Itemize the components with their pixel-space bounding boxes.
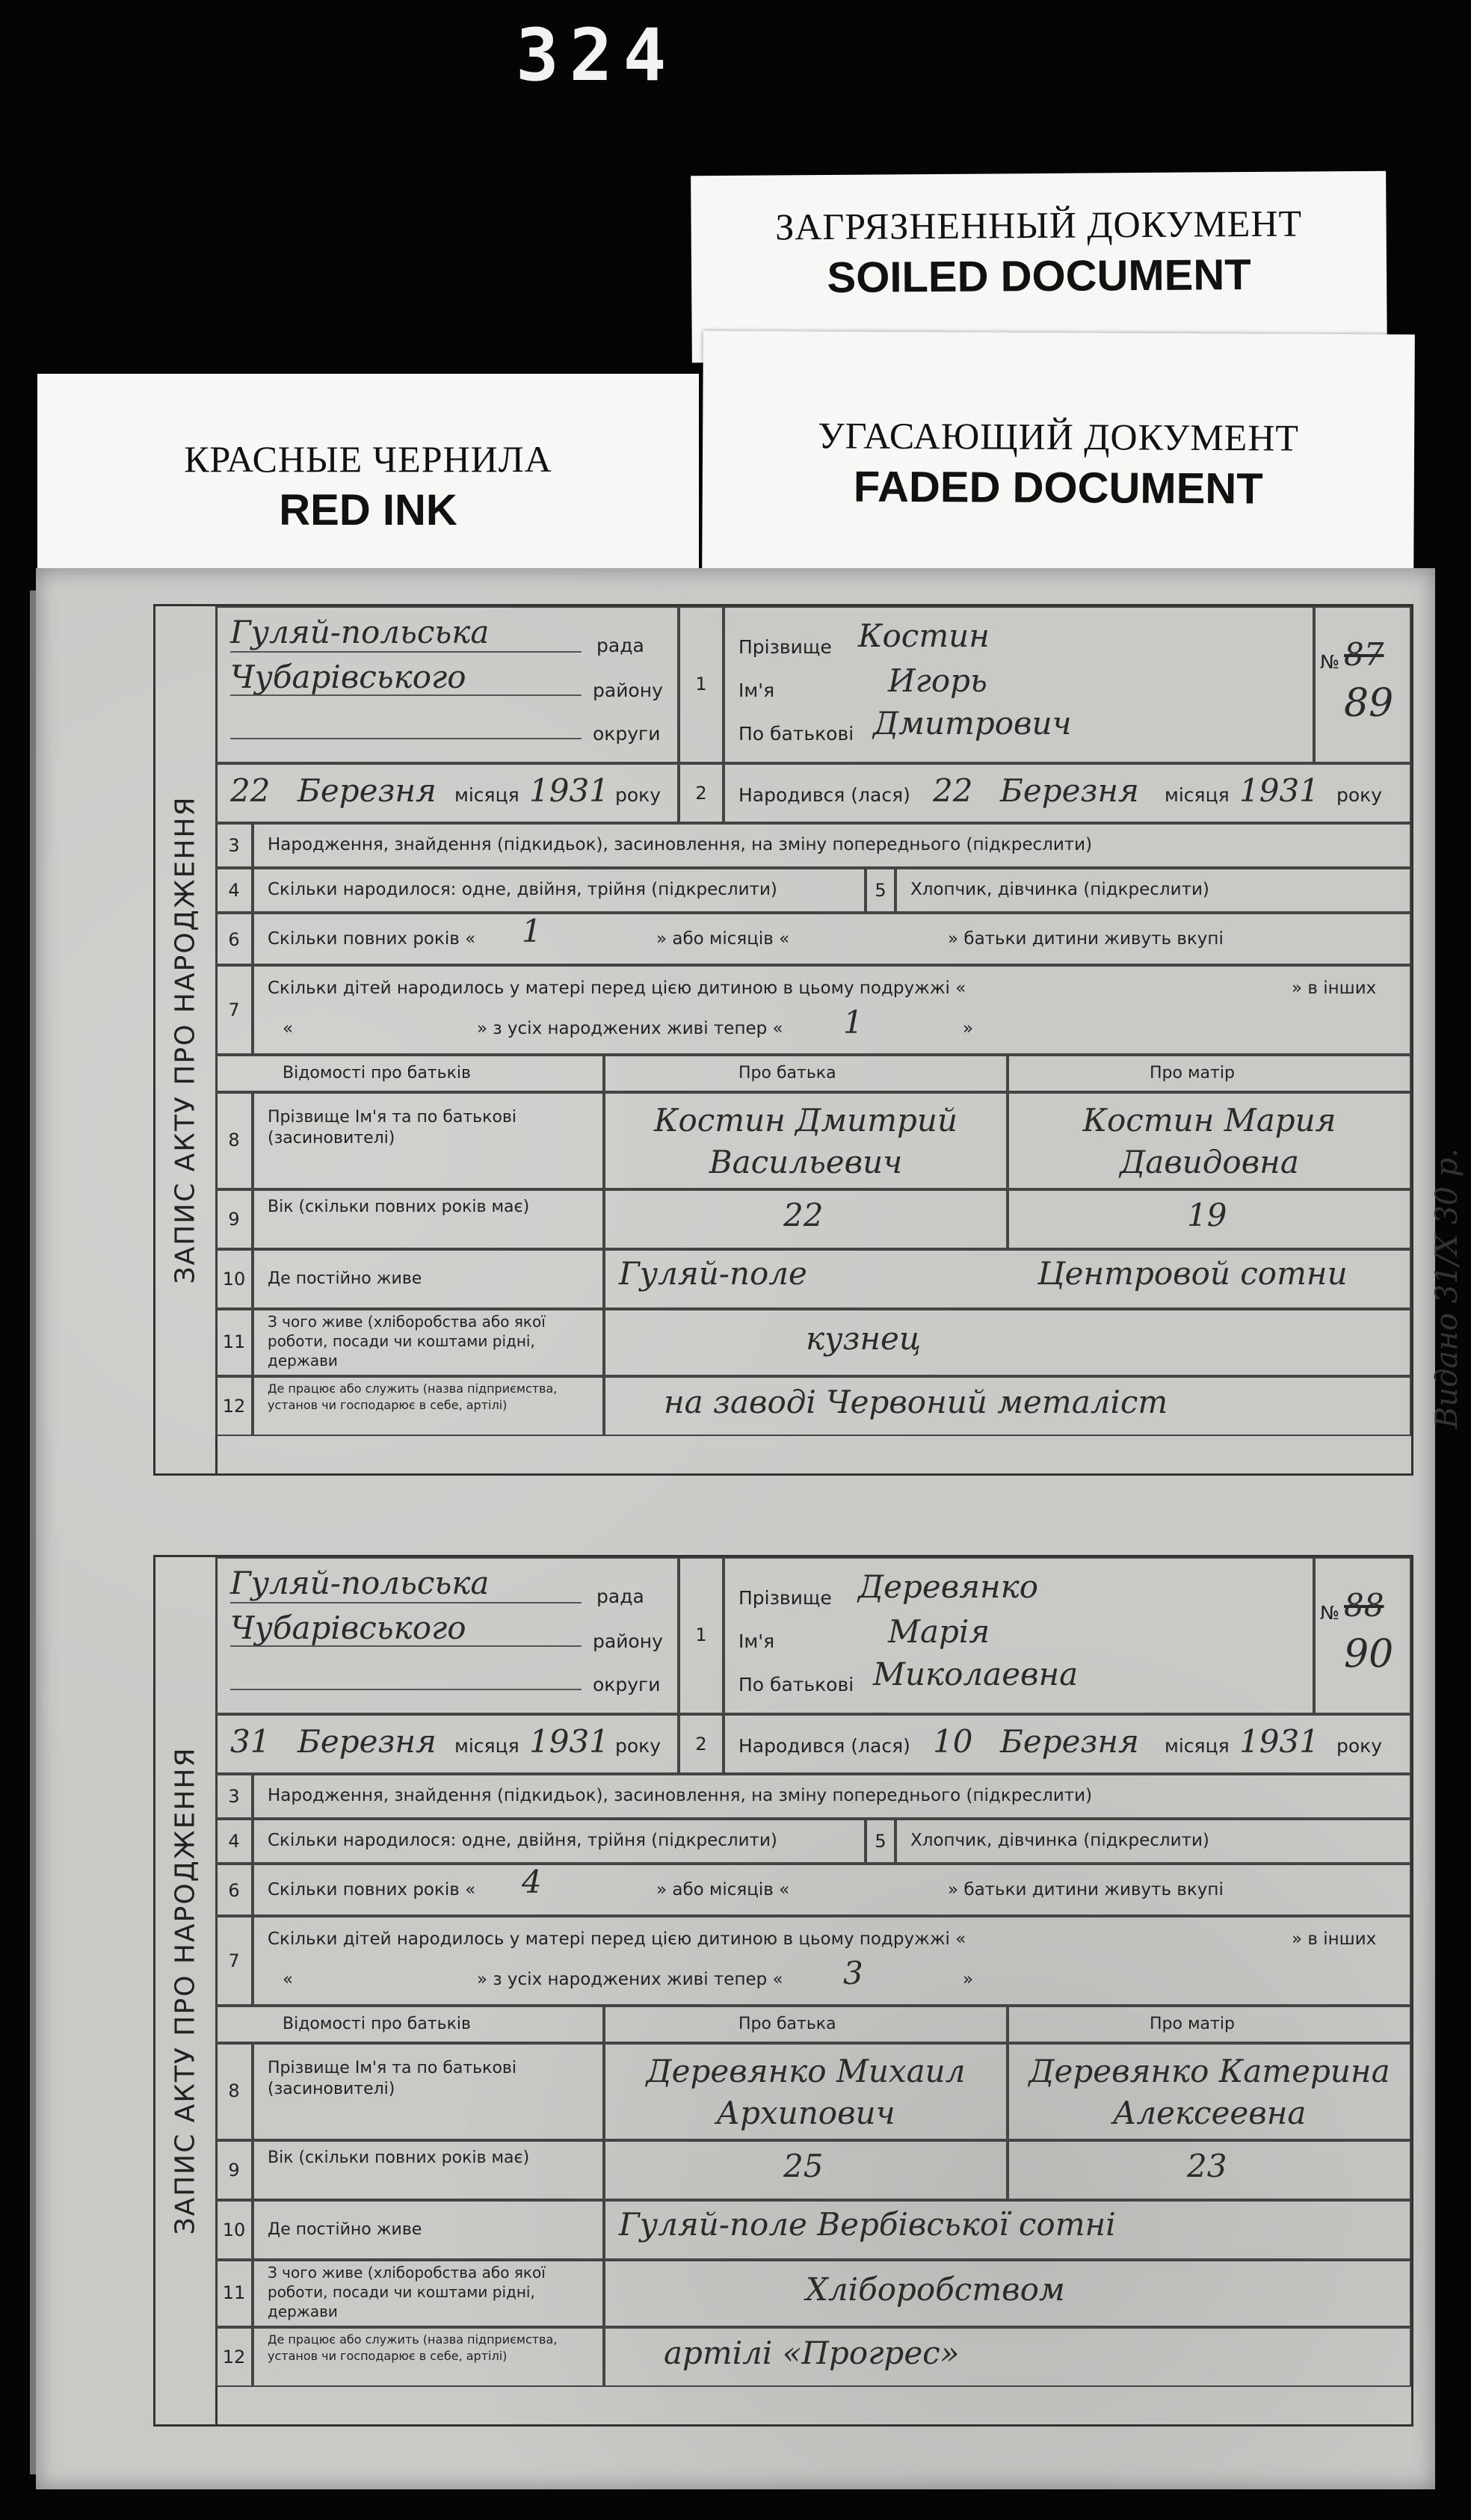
registration-month: Березня <box>297 1723 437 1760</box>
row-1-number: 1 <box>695 674 707 694</box>
row-2-number: 2 <box>695 1734 707 1755</box>
row-3-number: 3 <box>228 1786 240 1807</box>
birth-record-2 <box>153 1555 1413 2427</box>
rada-label: рада <box>596 635 644 656</box>
months-label: » або місяців « <box>656 1880 790 1900</box>
raion-label: району <box>593 680 663 701</box>
occupation-label: З чого живе (хліборобства або якої роботи, посади чи коштами рідні, держави <box>268 2264 546 2320</box>
father-header: Про батька <box>738 2015 836 2033</box>
birth-year-label: року <box>1336 1735 1383 1757</box>
father-header: Про батька <box>738 1064 836 1082</box>
record-side-title: ЗАПИС АКТУ ПРО НАРОДЖЕННЯ <box>155 606 218 1473</box>
multiplicity-label: Скільки народилося: одне, двійня, трійня (підкреслити) <box>268 1831 777 1850</box>
registration-month: Березня <box>297 772 437 809</box>
row-3-number: 3 <box>228 835 240 856</box>
row-11-number: 11 <box>222 2282 246 2303</box>
months-label: » або місяців « <box>656 929 790 949</box>
parents-header: Відомості про батьків <box>283 1064 471 1082</box>
faded-document-label <box>702 331 1415 585</box>
patronymic-value: Дмитрович <box>873 705 1072 742</box>
father-name: Деревянко Михаил Архипович <box>646 2053 966 2131</box>
row-6-number: 6 <box>228 929 240 950</box>
row-2-number: 2 <box>695 783 707 804</box>
birth-type-label: Народження, знайдення (підкидьок), засиновлення, на зміну попереднього (підкреслити) <box>268 1786 1093 1805</box>
surname-value: Деревянко <box>858 1568 1039 1605</box>
row-11-number: 11 <box>222 1331 246 1352</box>
rada-value: Гуляй-польська <box>230 1565 490 1601</box>
residence-father: Гуляй-поле Вербівської сотні <box>619 2206 1116 2243</box>
children-alive-value: 3 <box>843 1955 863 1991</box>
row-8-number: 8 <box>228 2080 240 2101</box>
row-4-number: 4 <box>228 880 240 901</box>
row-7-number: 7 <box>228 999 240 1020</box>
surname-label: Прізвище <box>738 1587 832 1609</box>
okrugy-label: округи <box>593 723 661 745</box>
residence-label: Де постійно живе <box>268 1269 422 1288</box>
children-alive-value: 1 <box>843 1004 863 1041</box>
children-before-label: Скільки дітей народилось у матері перед цією дитиною в цьому подружжі « <box>268 979 966 998</box>
occupation-value: Хліборобством <box>806 2271 1065 2308</box>
birth-day: 10 <box>933 1723 973 1760</box>
frame-number: 324 <box>516 13 677 97</box>
row-5-number: 5 <box>875 1831 886 1852</box>
sex-label: Хлопчик, дівчинка (підкреслити) <box>910 880 1209 899</box>
row-5-number: 5 <box>875 880 886 901</box>
parent-name-label: Прізвище Ім'я та по батькові (засиновителі) <box>268 1108 516 1147</box>
mother-age: 23 <box>1187 2148 1227 2184</box>
workplace-label: Де працює або служить (назва підприємства, установ чи господарює в себе, артілі) <box>268 1381 558 1412</box>
rada-underline <box>230 651 582 653</box>
years-together-value: 1 <box>522 913 542 949</box>
birth-year-label: року <box>1336 784 1383 806</box>
rada-underline <box>230 1602 582 1604</box>
birth-type-label: Народження, знайдення (підкидьок), засиновлення, на зміну попереднього (підкреслити) <box>268 835 1093 854</box>
residence-mother: Центровой сотни <box>1037 1255 1348 1292</box>
raion-value: Чубарівського <box>230 659 466 695</box>
registration-year: 1931 <box>529 1723 609 1760</box>
birth-month: Березня <box>1000 1723 1139 1760</box>
children-before-label: Скільки дітей народилось у матері перед цією дитиною в цьому подружжі « <box>268 1929 966 1949</box>
years-together-label: Скільки повних років « <box>268 929 476 949</box>
registration-date-cell <box>215 763 679 823</box>
father-name: Костин Дмитрий Васильевич <box>653 1102 958 1180</box>
birth-year: 1931 <box>1239 772 1319 809</box>
parents-live-together-label: » батьки дитини живуть вкупі <box>948 929 1224 949</box>
parent-name-label: Прізвище Ім'я та по батькові (засиновителі) <box>268 2059 516 2098</box>
children-other-label: » в інших <box>1292 979 1377 998</box>
birth-record-1 <box>153 604 1464 1476</box>
name-value: Игорь <box>888 662 987 699</box>
born-label: Народився (лася) <box>738 1735 910 1757</box>
row-6-number: 6 <box>228 1880 240 1901</box>
years-together-value: 4 <box>522 1864 542 1900</box>
mother-age: 19 <box>1187 1197 1227 1233</box>
registration-month-label: місяця <box>454 784 519 806</box>
raion-underline <box>230 1645 582 1647</box>
raion-label: району <box>593 1630 663 1652</box>
age-label: Вік (скільки повних років має) <box>268 2148 530 2167</box>
name-value: Марія <box>888 1613 990 1650</box>
birth-month-label: місяця <box>1165 1735 1230 1757</box>
row-7-number: 7 <box>228 1950 240 1971</box>
record-number-old: 87 <box>1344 636 1384 673</box>
patronymic-label: По батькові <box>738 1674 854 1695</box>
soiled-label-ru: ЗАГРЯЗНЕННЫЙ ДОКУМЕНТ <box>775 202 1303 248</box>
born-label: Народився (лася) <box>738 784 910 806</box>
record-number-label: № <box>1320 1602 1340 1624</box>
faded-label-ru: УГАСАЮЩИЙ ДОКУМЕНТ <box>818 414 1300 459</box>
residence-label: Де постійно живе <box>268 2220 422 2239</box>
age-label: Вік (скільки повних років має) <box>268 1198 530 1216</box>
faded-label-en: FADED DOCUMENT <box>853 462 1263 514</box>
parents-header: Відомості про батьків <box>283 2015 471 2033</box>
children-close-quote: » <box>963 1019 974 1038</box>
parents-live-together-label: » батьки дитини живуть вкупі <box>948 1880 1224 1900</box>
rada-value: Гуляй-польська <box>230 614 490 650</box>
birth-year: 1931 <box>1239 1723 1319 1760</box>
okrugy-underline <box>230 1689 582 1690</box>
mother-header: Про матір <box>1150 2015 1235 2033</box>
sex-label: Хлопчик, дівчинка (підкреслити) <box>910 1831 1209 1850</box>
soiled-label-en: SOILED DOCUMENT <box>827 250 1251 302</box>
multiplicity-label: Скільки народилося: одне, двійня, трійня (підкреслити) <box>268 880 777 899</box>
children-open-quote: « <box>283 1970 294 1989</box>
name-label: Ім'я <box>738 680 775 701</box>
registration-year: 1931 <box>529 772 609 809</box>
registration-date-cell <box>215 1714 679 1774</box>
row-12-number: 12 <box>222 2347 246 2367</box>
row-10-number: 10 <box>222 2219 246 2240</box>
occupation-label: З чого живе (хліборобства або якої роботи, посади чи коштами рідні, держави <box>268 1313 546 1370</box>
red-ink-label <box>37 374 699 591</box>
row-4-number: 4 <box>228 1831 240 1852</box>
registration-day: 22 <box>230 772 271 809</box>
margin-note: Видано 31/X 30 р. <box>1430 1148 1464 1429</box>
raion-value: Чубарівського <box>230 1609 466 1646</box>
workplace-label: Де працює або служить (назва підприємства, установ чи господарює в себе, артілі) <box>268 2332 558 2363</box>
rada-label: рада <box>596 1586 644 1607</box>
okrugy-underline <box>230 738 582 739</box>
birth-month-label: місяця <box>1165 784 1230 806</box>
raion-underline <box>230 694 582 696</box>
residence-father: Гуляй-поле <box>619 1255 807 1292</box>
patronymic-label: По батькові <box>738 723 854 745</box>
registration-year-label: року <box>615 784 662 806</box>
birth-month: Березня <box>1000 772 1139 809</box>
occupation-value: кузнец <box>806 1320 922 1357</box>
children-alive-label: » з усіх народжених живі тепер « <box>477 1019 783 1038</box>
patronymic-value: Миколаевна <box>873 1656 1079 1692</box>
row-10-number: 10 <box>222 1269 246 1290</box>
mother-name: Деревянко Катерина Алексеевна <box>1029 2053 1390 2131</box>
workplace-value: артілі «Прогрес» <box>664 2335 960 2371</box>
record-number-label: № <box>1320 651 1340 673</box>
children-close-quote: » <box>963 1970 974 1989</box>
occupation-cell <box>604 1309 1411 1376</box>
workplace-value: на заводі Червоний металіст <box>664 1384 1168 1420</box>
row-9-number: 9 <box>228 2160 240 2181</box>
red-ink-label-ru: КРАСНЫЕ ЧЕРНИЛА <box>184 438 552 480</box>
record-number-new: 89 <box>1344 681 1394 726</box>
father-age: 22 <box>783 1197 824 1233</box>
record-number-new: 90 <box>1344 1632 1394 1677</box>
father-age: 25 <box>783 2148 824 2184</box>
record-side-title: ЗАПИС АКТУ ПРО НАРОДЖЕННЯ <box>155 1557 218 2424</box>
red-ink-label-en: RED INK <box>279 486 457 535</box>
years-together-label: Скільки повних років « <box>268 1880 476 1900</box>
okrugy-label: округи <box>593 1674 661 1695</box>
row-1-number: 1 <box>695 1624 707 1645</box>
row-12-number: 12 <box>222 1396 246 1417</box>
registration-year-label: року <box>615 1735 662 1757</box>
name-label: Ім'я <box>738 1630 775 1652</box>
row-9-number: 9 <box>228 1209 240 1230</box>
row-8-number: 8 <box>228 1130 240 1150</box>
record-number-old: 88 <box>1344 1587 1384 1624</box>
mother-header: Про матір <box>1150 1064 1235 1082</box>
children-open-quote: « <box>283 1019 294 1038</box>
surname-value: Костин <box>858 617 990 654</box>
children-alive-label: » з усіх народжених живі тепер « <box>477 1970 783 1989</box>
children-other-label: » в інших <box>1292 1929 1377 1949</box>
registration-day: 31 <box>230 1723 271 1760</box>
mother-name: Костин Мария Давидовна <box>1082 1102 1336 1180</box>
birth-day: 22 <box>933 772 973 809</box>
surname-label: Прізвище <box>738 636 832 658</box>
registration-month-label: місяця <box>454 1735 519 1757</box>
